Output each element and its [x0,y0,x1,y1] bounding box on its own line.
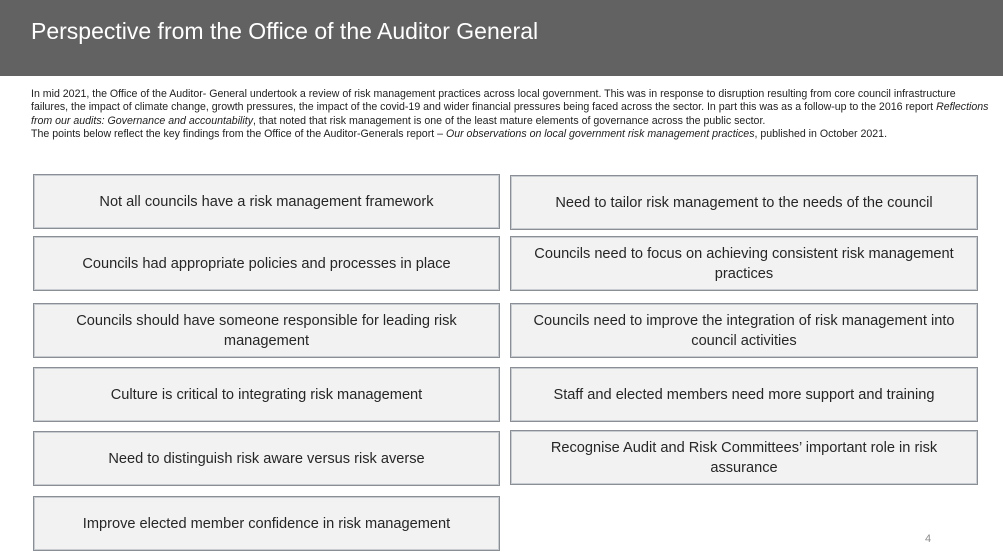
finding-box-left-2: Councils had appropriate policies and processes in place [33,236,500,291]
intro-paragraph-1 [31,88,989,128]
finding-box-left-5: Need to distinguish risk aware versus risk averse [33,431,500,486]
intro-text [31,88,989,142]
intro-p1-report-title: Reflections from our audits: Governance and accountability [31,101,989,127]
finding-box-right-3: Councils need to improve the integration of risk management into council activities [510,303,978,358]
slide-title: Perspective from the Office of the Auditor General [31,18,539,44]
intro-p2-text-2: , published in October 2021. [754,128,888,141]
intro-p2-text-1: The points below reflect the key findings from the Office of the Auditor-Generals report – [31,128,446,141]
finding-box-left-6: Improve elected member confidence in risk management [33,496,500,551]
intro-p1-text-2: , that noted that risk management is one of the least mature elements of governance across the public sector. [253,114,766,127]
intro-p1-text-1: In mid 2021, the Office of the Auditor- General undertook a review of risk management practices across local government. This was in response to disruption resulting from core council infrastructure failures, the impact of climate change, growth pressures, the impact of the covid-19 and wider financial pressures being faced across the sector. In part this was as a follow-up to the 2016 report [31,88,956,114]
finding-box-right-5: Recognise Audit and Risk Committees’ important role in risk assurance [510,430,978,485]
finding-box-right-2: Councils need to focus on achieving consistent risk management practices [510,236,978,291]
finding-box-left-3: Councils should have someone responsible for leading risk management [33,303,500,358]
finding-box-left-4: Culture is critical to integrating risk management [33,367,500,422]
page-number: 4 [925,533,932,545]
title-bar [0,0,1003,76]
finding-box-left-1: Not all councils have a risk management framework [33,174,500,229]
finding-box-right-1: Need to tailor risk management to the needs of the council [510,175,978,230]
finding-box-right-4: Staff and elected members need more support and training [510,367,978,422]
intro-paragraph-2 [31,128,989,141]
intro-p2-report-title: Our observations on local government risk management practices [445,128,755,141]
